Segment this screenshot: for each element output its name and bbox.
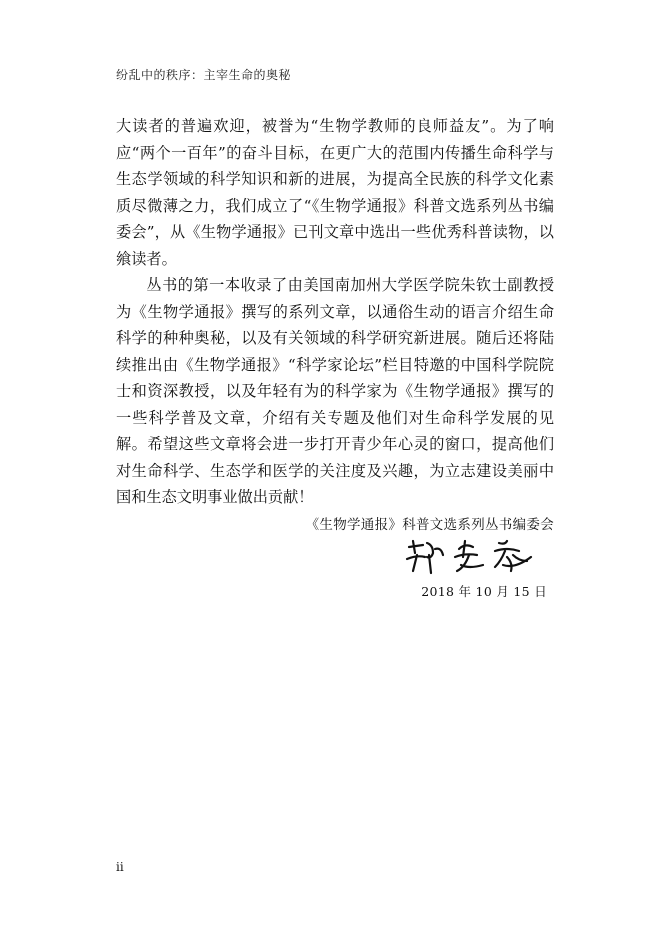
signature-block bbox=[306, 513, 554, 533]
running-header: 纷乱中的秩序：主宰生命的奥秘 bbox=[116, 68, 292, 82]
page-number: ii bbox=[116, 860, 124, 874]
paragraph-2: 丛书的第一本收录了由美国南加州大学医学院朱钦士副教授为《生物学通报》撰写的系列文章，以通俗生动的语言介绍生命科学的种种奥秘，以及有关领域的科学研究新进展。随后还将陆续推出由《生物学通报》“科学家论坛”栏目特邀的中国科学院院士和资深教授，以及年轻有为的科学家为《生物学通报》撰写的一些科学普及文章，介绍有关专题及他们对生命科学发展的见解。希望这些文章将会进一步打开青少年心灵的窗口，提高他们对生命科学、生态学和医学的关注度及兴趣，为立志建设美丽中国和生态文明事业做出贡献！ bbox=[116, 276, 554, 506]
paragraph-1: 大读者的普遍欢迎，被誉为“生物学教师的良师益友”。为了响应“两个一百年”的奋斗目标，在更广大的范围内传播生命科学与生态学领域的科学知识和新的进展，为提高全民族的科学文化素质尽微薄之力，我们成立了“《生物学通报》科普文选系列丛书编委会”，从《生物学通报》已刊文章中选出一些优秀科普读物，以飨读者。 bbox=[116, 117, 554, 268]
body-text bbox=[116, 113, 554, 511]
handwritten-signature bbox=[403, 535, 543, 577]
signing-organization: 《生物学通报》科普文选系列丛书编委会 bbox=[305, 517, 554, 533]
signature-date: 2018 年 10 月 15 日 bbox=[421, 584, 547, 599]
